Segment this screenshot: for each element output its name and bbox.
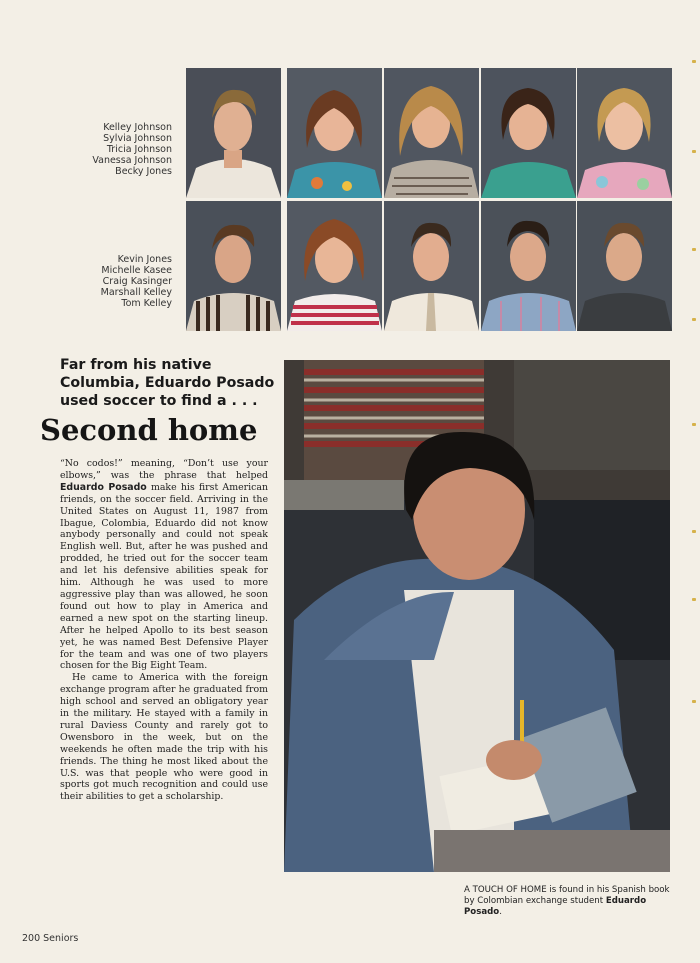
portrait-photo: [287, 68, 382, 198]
portrait-photo: [577, 201, 672, 331]
photo-caption: A TOUCH OF HOME is found in his Spanish book by Colombian exchange student Eduardo Posado.: [464, 885, 670, 917]
row2-name-list: [40, 254, 172, 309]
portrait-name: Tricia Johnson: [106, 144, 172, 155]
binding-mark: [692, 60, 696, 63]
binding-mark: [692, 150, 696, 153]
body-paragraph-2: He came to America with the foreign exchange program after he graduated from high school and served an obligatory year in the military. He stayed with a family in rural Daviess County and rarely got to Owensboro in the week, but on the weekends he often made the trip with his friends. The thing he most liked about the U.S. was that people who were good in sports got much recognition and could use their abilities to get a scholarship.: [60, 672, 268, 803]
portrait-photo: [186, 68, 281, 198]
portrait-name: Kevin Jones: [117, 254, 172, 265]
portrait-name: Craig Kasinger: [102, 276, 172, 287]
portrait-name: Kelley Johnson: [103, 122, 172, 133]
portrait-photo: [186, 201, 281, 331]
portrait-name: Michelle Kasee: [101, 265, 172, 276]
binding-mark: [692, 598, 696, 601]
binding-mark: [692, 423, 696, 426]
article-kicker: Far from his native Columbia, Eduardo Posado used soccer to find a . . .: [60, 357, 275, 409]
portrait-name: Tom Kelley: [121, 298, 172, 309]
highlighted-name: Eduardo Posado: [60, 481, 147, 493]
body-paragraph-1: “No codos!” meaning, “Don’t use your elbows,” was the phrase that helped Eduardo Posado make his first American friends, on the soccer field. Arriving in the United States on August 11, 1987 from Ibague, Colombia, Eduardo did not know anybody personally and could not speak English well. But, after he was pushed and prodded, he tried out for the soccer team and let his defensive abilities speak for him. Although he was used to more aggressive play than was allowed, he soon found out how to play in America and earned a new spot on the starting lineup. After he helped Apollo to its best season yet, he was named Best Defensive Player for the team and was one of two players chosen for the Big Eight Team.: [60, 458, 268, 672]
article-headline: Second home: [40, 413, 258, 447]
portrait-photo: [481, 68, 576, 198]
caption-name: Eduardo Posado: [464, 896, 647, 917]
portrait-photo: [384, 201, 479, 331]
portrait-name: Becky Jones: [115, 166, 172, 177]
page-folio: 200 Seniors: [22, 933, 79, 944]
binding-mark: [692, 530, 696, 533]
row1-name-list: [40, 122, 172, 177]
portrait-name: Marshall Kelley: [100, 287, 172, 298]
portrait-name: Sylvia Johnson: [103, 133, 172, 144]
binding-mark: [692, 248, 696, 251]
portrait-name: Vanessa Johnson: [92, 155, 172, 166]
portrait-photo: [577, 68, 672, 198]
feature-photo: [284, 360, 670, 872]
portrait-photo: [481, 201, 576, 331]
binding-mark: [692, 700, 696, 703]
article-body: [60, 458, 268, 803]
portrait-photo: [384, 68, 479, 198]
binding-mark: [692, 318, 696, 321]
portrait-photo: [287, 201, 382, 331]
